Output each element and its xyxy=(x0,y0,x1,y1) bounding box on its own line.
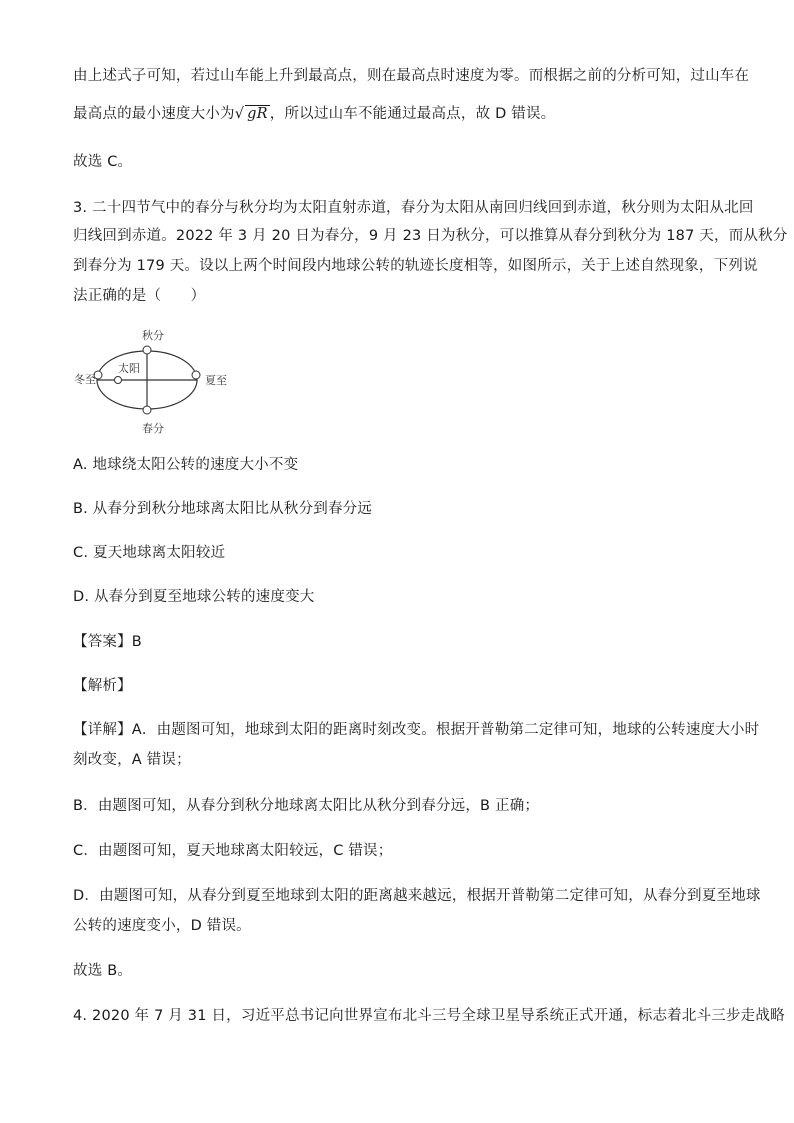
prev-conclusion: 故选 C。 xyxy=(73,154,133,170)
q3-option-a: A. 地球绕太阳公转的速度大小不变 xyxy=(73,457,299,473)
label-winter: 冬至 xyxy=(74,373,96,386)
q3-stem-line-4: 法正确的是（ ） xyxy=(73,288,206,304)
q3-stem-line-2: 归线回到赤道。2022 年 3 月 20 日为春分，9 月 23 日为秋分，可以推算从春分到秋分为 187 天，而从秋分 xyxy=(73,228,788,244)
math-sqrt-gR: gR xyxy=(247,106,268,122)
summer-earth-marker xyxy=(192,371,200,379)
label-sun: 太阳 xyxy=(118,362,140,375)
prev-text-line-2-post: ，所以过山车不能通过最高点，故 D 错误。 xyxy=(269,106,556,122)
q3-stem-line-3: 到春分为 179 天。设以上两个时间段内地球公转的轨迹长度相等，如图所示，关于上述自然现象，下列说 xyxy=(73,258,758,274)
q3-detail-line-1: 【详解】A．由题图可知，地球到太阳的距离时刻改变。根据开普勒第二定律可知，地球的公转速度大小时 xyxy=(73,722,760,738)
q3-detail-b: B．由题图可知，从春分到秋分地球离太阳比从秋分到春分远，B 正确； xyxy=(73,798,540,814)
q3-detail-line-2: 刻改变，A 错误； xyxy=(73,752,191,768)
prev-text-line-2 xyxy=(73,104,733,124)
label-autumn: 秋分 xyxy=(142,329,164,342)
sqrt-symbol: √ xyxy=(234,106,245,122)
q3-detail-d-line-2: 公转的速度变小，D 错误。 xyxy=(73,918,251,934)
q4-stem-line-1: 4. 2020 年 7 月 31 日，习近平总书记向世界宣布北斗三号全球卫星导系统正式开通，标志着北斗三步走战略 xyxy=(73,1008,785,1024)
orbit-diagram xyxy=(70,328,240,440)
label-spring: 春分 xyxy=(142,422,164,435)
label-summer: 夏至 xyxy=(205,374,227,387)
q3-conclusion: 故选 B。 xyxy=(73,963,133,979)
q3-detail-c: C．由题图可知，夏天地球离太阳较远，C 错误； xyxy=(73,843,393,859)
spring-earth-marker xyxy=(143,406,151,414)
q3-analysis-heading: 【解析】 xyxy=(73,678,132,694)
prev-text-line-2-pre: 最高点的最小速度大小为 xyxy=(73,106,235,122)
autumn-earth-marker xyxy=(143,346,151,354)
q3-answer: 【答案】B xyxy=(73,634,142,650)
q3-option-b: B. 从春分到秋分地球离太阳比从秋分到春分远 xyxy=(73,501,373,517)
q3-option-c: C. 夏天地球离太阳较近 xyxy=(73,545,226,561)
q3-stem-line-1: 3. 二十四节气中的春分与秋分均为太阳直射赤道，春分为太阳从南回归线回到赤道，秋分则为太阳从北回 xyxy=(73,200,754,216)
sun-marker xyxy=(115,377,122,384)
q3-detail-d-line-1: D．由题图可知，从春分到夏至地球到太阳的距离越来越远，根据开普勒第二定律可知，从春分到夏至地球 xyxy=(73,888,761,904)
q3-option-d: D. 从春分到夏至地球公转的速度变大 xyxy=(73,589,315,605)
prev-text-line-1: 由上述式子可知，若过山车能上升到最高点，则在最高点时速度为零。而根据之前的分析可知，过山车在 xyxy=(73,68,750,84)
